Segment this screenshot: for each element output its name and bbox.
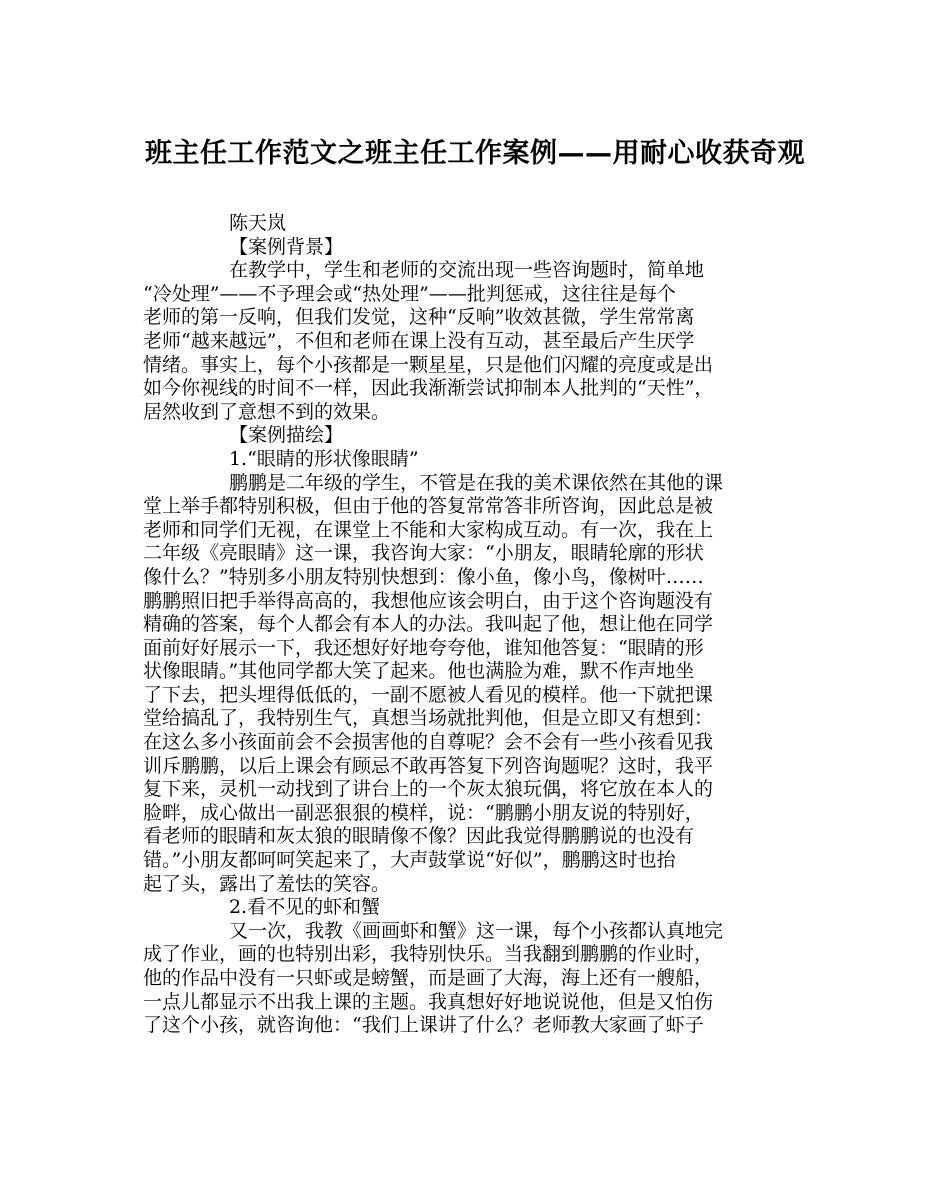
- text-line: 像什么？”特别多小朋友特别快想到：像小鱼，像小鸟，像树叶……: [143, 565, 704, 588]
- text-line: 鹏鹏是二年级的学生，不管是在我的美术课依然在其他的课: [229, 471, 724, 494]
- text-line: 【案例背景】: [229, 235, 344, 258]
- text-line: 堂给搞乱了，我特别生气，真想当场就批判他，但是立即又有想到：: [143, 707, 714, 730]
- text-line: 起了头，露出了羞怯的笑容。: [143, 872, 391, 895]
- text-line: 一点儿都显示不出我上课的主题。我真想好好地说说他，但是又怕伤: [143, 990, 714, 1013]
- text-line: 在教学中，学生和老师的交流出现一些咨询题时，简单地: [229, 259, 705, 282]
- document-body: [143, 212, 823, 1038]
- text-line: 他的作品中没有一只虾或是螃蟹，而是画了大海，海上还有一艘船，: [143, 967, 714, 989]
- text-line: 成了作业，画的也特别出彩，我特别快乐。当我翻到鹏鹏的作业时，: [143, 943, 714, 966]
- document-title: 班主任工作范文之班主任工作案例——用耐心收获奇观: [145, 138, 805, 169]
- text-line: 脸畔，成心做出一副恶狠狠的模样，说：“鹏鹏小朋友说的特别好，: [143, 801, 704, 824]
- text-line: 【案例描绘】: [229, 424, 344, 447]
- text-line: 陈天岚: [229, 212, 287, 234]
- text-line: 老师“越来越远”，不但和老师在课上没有互动，甚至最后产生厌学: [143, 329, 695, 352]
- text-line: 在这么多小孩面前会不会损害他的自尊呢？会不会有一些小孩看见我: [143, 731, 714, 754]
- text-line: 老师的第一反响，但我们发觉，这种“反响”收效甚微，学生常常离: [143, 306, 695, 329]
- text-line: 二年级《亮眼睛》这一课，我咨询大家：“小朋友，眼睛轮廓的形状: [143, 542, 704, 565]
- text-line: 精确的答案，每个人都会有本人的办法。我叫起了他，想让他在同学: [143, 613, 714, 636]
- text-line: 状像眼睛。”其他同学都大笑了起来。他也满脸为难，默不作声地坐: [143, 660, 695, 683]
- text-line: 居然收到了意想不到的效果。: [143, 400, 391, 423]
- text-line: 情绪。事实上，每个小孩都是一颗星星，只是他们闪耀的亮度或是出: [143, 353, 714, 376]
- text-line: 1.“眼睛的形状像眼睛”: [229, 447, 419, 470]
- text-line: 鹏鹏照旧把手举得高高的，我想他应该会明白，由于这个咨询题没有: [143, 589, 714, 612]
- text-line: 了下去，把头埋得低低的，一副不愿被人看见的模样。他一下就把课: [143, 683, 714, 706]
- text-line: 面前好好展示一下，我还想好好地夸夸他，谁知他答复：“眼睛的形: [143, 636, 704, 659]
- text-line: 如今你视线的时间不一样，因此我渐渐尝试抑制本人批判的“天性”，: [143, 377, 714, 400]
- text-line: “冷处理”——不予理会或“热处理”——批判惩戒，这往往是每个: [143, 282, 676, 305]
- text-line: 2.看不见的虾和蟹: [229, 896, 381, 919]
- text-line: 又一次，我教《画画虾和蟹》这一课，每个小孩都认真地完: [229, 919, 724, 942]
- text-line: 看老师的眼睛和灰太狼的眼睛像不像？因此我觉得鹏鹏说的也没有: [143, 825, 695, 848]
- text-line: 了这个小孩，就咨询他：“我们上课讲了什么？老师教大家画了虾子: [143, 1014, 704, 1037]
- text-line: 堂上举手都特别积极，但由于他的答复常常答非所咨询，因此总是被: [143, 495, 714, 518]
- text-line: 错。”小朋友都呵呵笑起来了，大声鼓掌说“好似”，鹏鹏这时也抬: [143, 849, 676, 872]
- text-line: 复下来，灵机一动找到了讲台上的一个灰太狼玩偶，将它放在本人的: [143, 778, 714, 801]
- text-line: 训斥鹏鹏，以后上课会有顾忌不敢再答复下列咨询题呢？这时，我平: [143, 754, 714, 777]
- text-line: 老师和同学们无视，在课堂上不能和大家构成互动。有一次，我在上: [143, 518, 714, 541]
